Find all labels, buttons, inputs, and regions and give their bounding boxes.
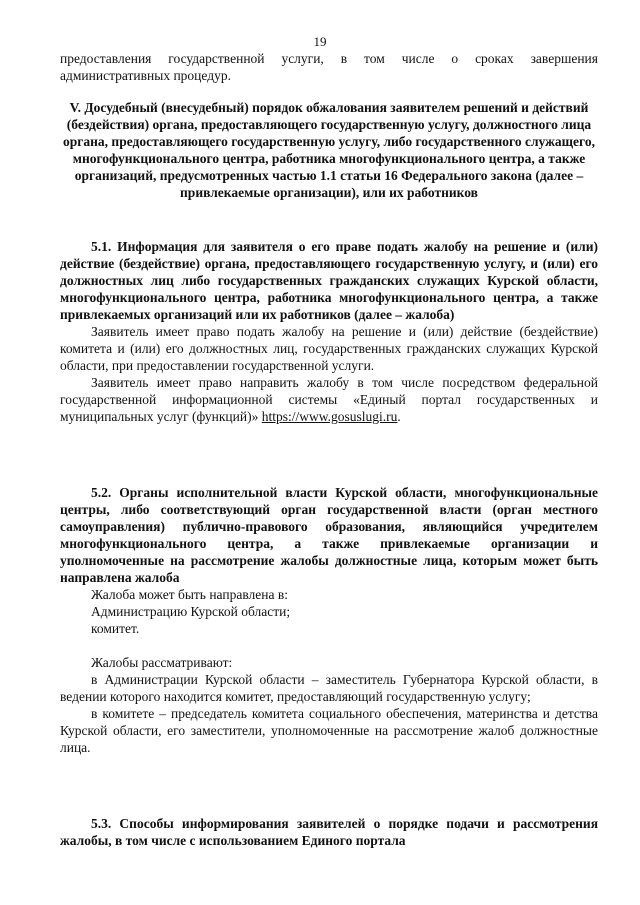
gosuslugi-link[interactable]: https://www.gosuslugi.ru (261, 409, 398, 424)
intro-paragraph-block (60, 50, 598, 84)
subsection-5-1-paragraph-2 (60, 374, 598, 425)
subsection-5-2-paragraph-1: Жалоба может быть направлена в: (91, 587, 288, 602)
subsection-5-2-paragraph-6: в комитете – председатель комитета социального обеспечения, материнства и детства Курской области, его заместители, уполномоченные на рассмотрение жалоб должностные лица. (60, 706, 598, 755)
subsection-5-3-heading: 5.3. Способы информирования заявителей о порядке подачи и рассмотрения жалобы, в том числе с использованием Единого портала (60, 816, 598, 848)
intro-paragraph: предоставления государственной услуги, в том числе о сроках завершения административных процедур. (60, 51, 598, 83)
subsection-5-1-paragraph-2-text: Заявитель имеет право направить жалобу в том числе посредством федеральной государственной информационной системы «Единый портал государственных и муниципальных услуг (функций)» (60, 375, 598, 424)
subsection-5-2-heading: 5.2. Органы исполнительной власти Курской области, многофункциональные центры, либо соответствующий орган государственной власти (орган местного самоуправления) публично-правового образования, являющийся учредителем многофункционального центра, а также привлекаемые организации и уполномоченные на рассмотрение жалобы должностные лица, которым может быть направлена жалоба (60, 485, 598, 585)
subsection-5-3 (60, 815, 598, 849)
subsection-5-2-paragraph-2: Администрацию Курской области; (91, 604, 291, 619)
subsection-5-2-paragraph-5: в Администрации Курской области – заместитель Губернатора Курской области, в ведении которого находится комитет, предоставляющий государственную услугу; (60, 672, 598, 704)
subsection-5-1-heading: 5.1. Информация для заявителя о его праве подать жалобу на решение и (или) действие (бездействие) органа, предоставляющего государственную услугу, и (или) его должностных лиц либо государственных гражданских служащих Курской области, многофункционального центра, работника многофункционального центра, а также привлекаемых организаций или их работников (далее – жалоба) (60, 239, 598, 322)
subsection-5-1 (60, 238, 598, 425)
subsection-5-2-paragraph-4: Жалобы рассматривают: (91, 655, 233, 670)
section-5-heading: V. Досудебный (внесудебный) порядок обжалования заявителем решений и действий (бездействия) органа, предоставляющего государственную услугу, должностного лица органа, предоставляющего государственную услугу, либо государственного служащего, многофункционального центра, работника многофункционального центра, а также организаций, предусмотренных частью 1.1 статьи 16 Федерального закона (далее – привлекаемые организации), или их работников (63, 100, 595, 200)
page-number: 19 (313, 34, 327, 49)
subsection-5-1-paragraph-2-end: . (397, 409, 401, 424)
subsection-5-2-paragraph-3: комитет. (91, 621, 140, 636)
section-5-heading-block (60, 99, 598, 201)
subsection-5-2 (60, 484, 598, 756)
subsection-5-1-paragraph-1: Заявитель имеет право подать жалобу на решение и (или) действие (бездействие) комитета и (или) его должностных лиц, государственных гражданских служащих Курской области, при предоставлении государственной услуги. (60, 324, 598, 373)
